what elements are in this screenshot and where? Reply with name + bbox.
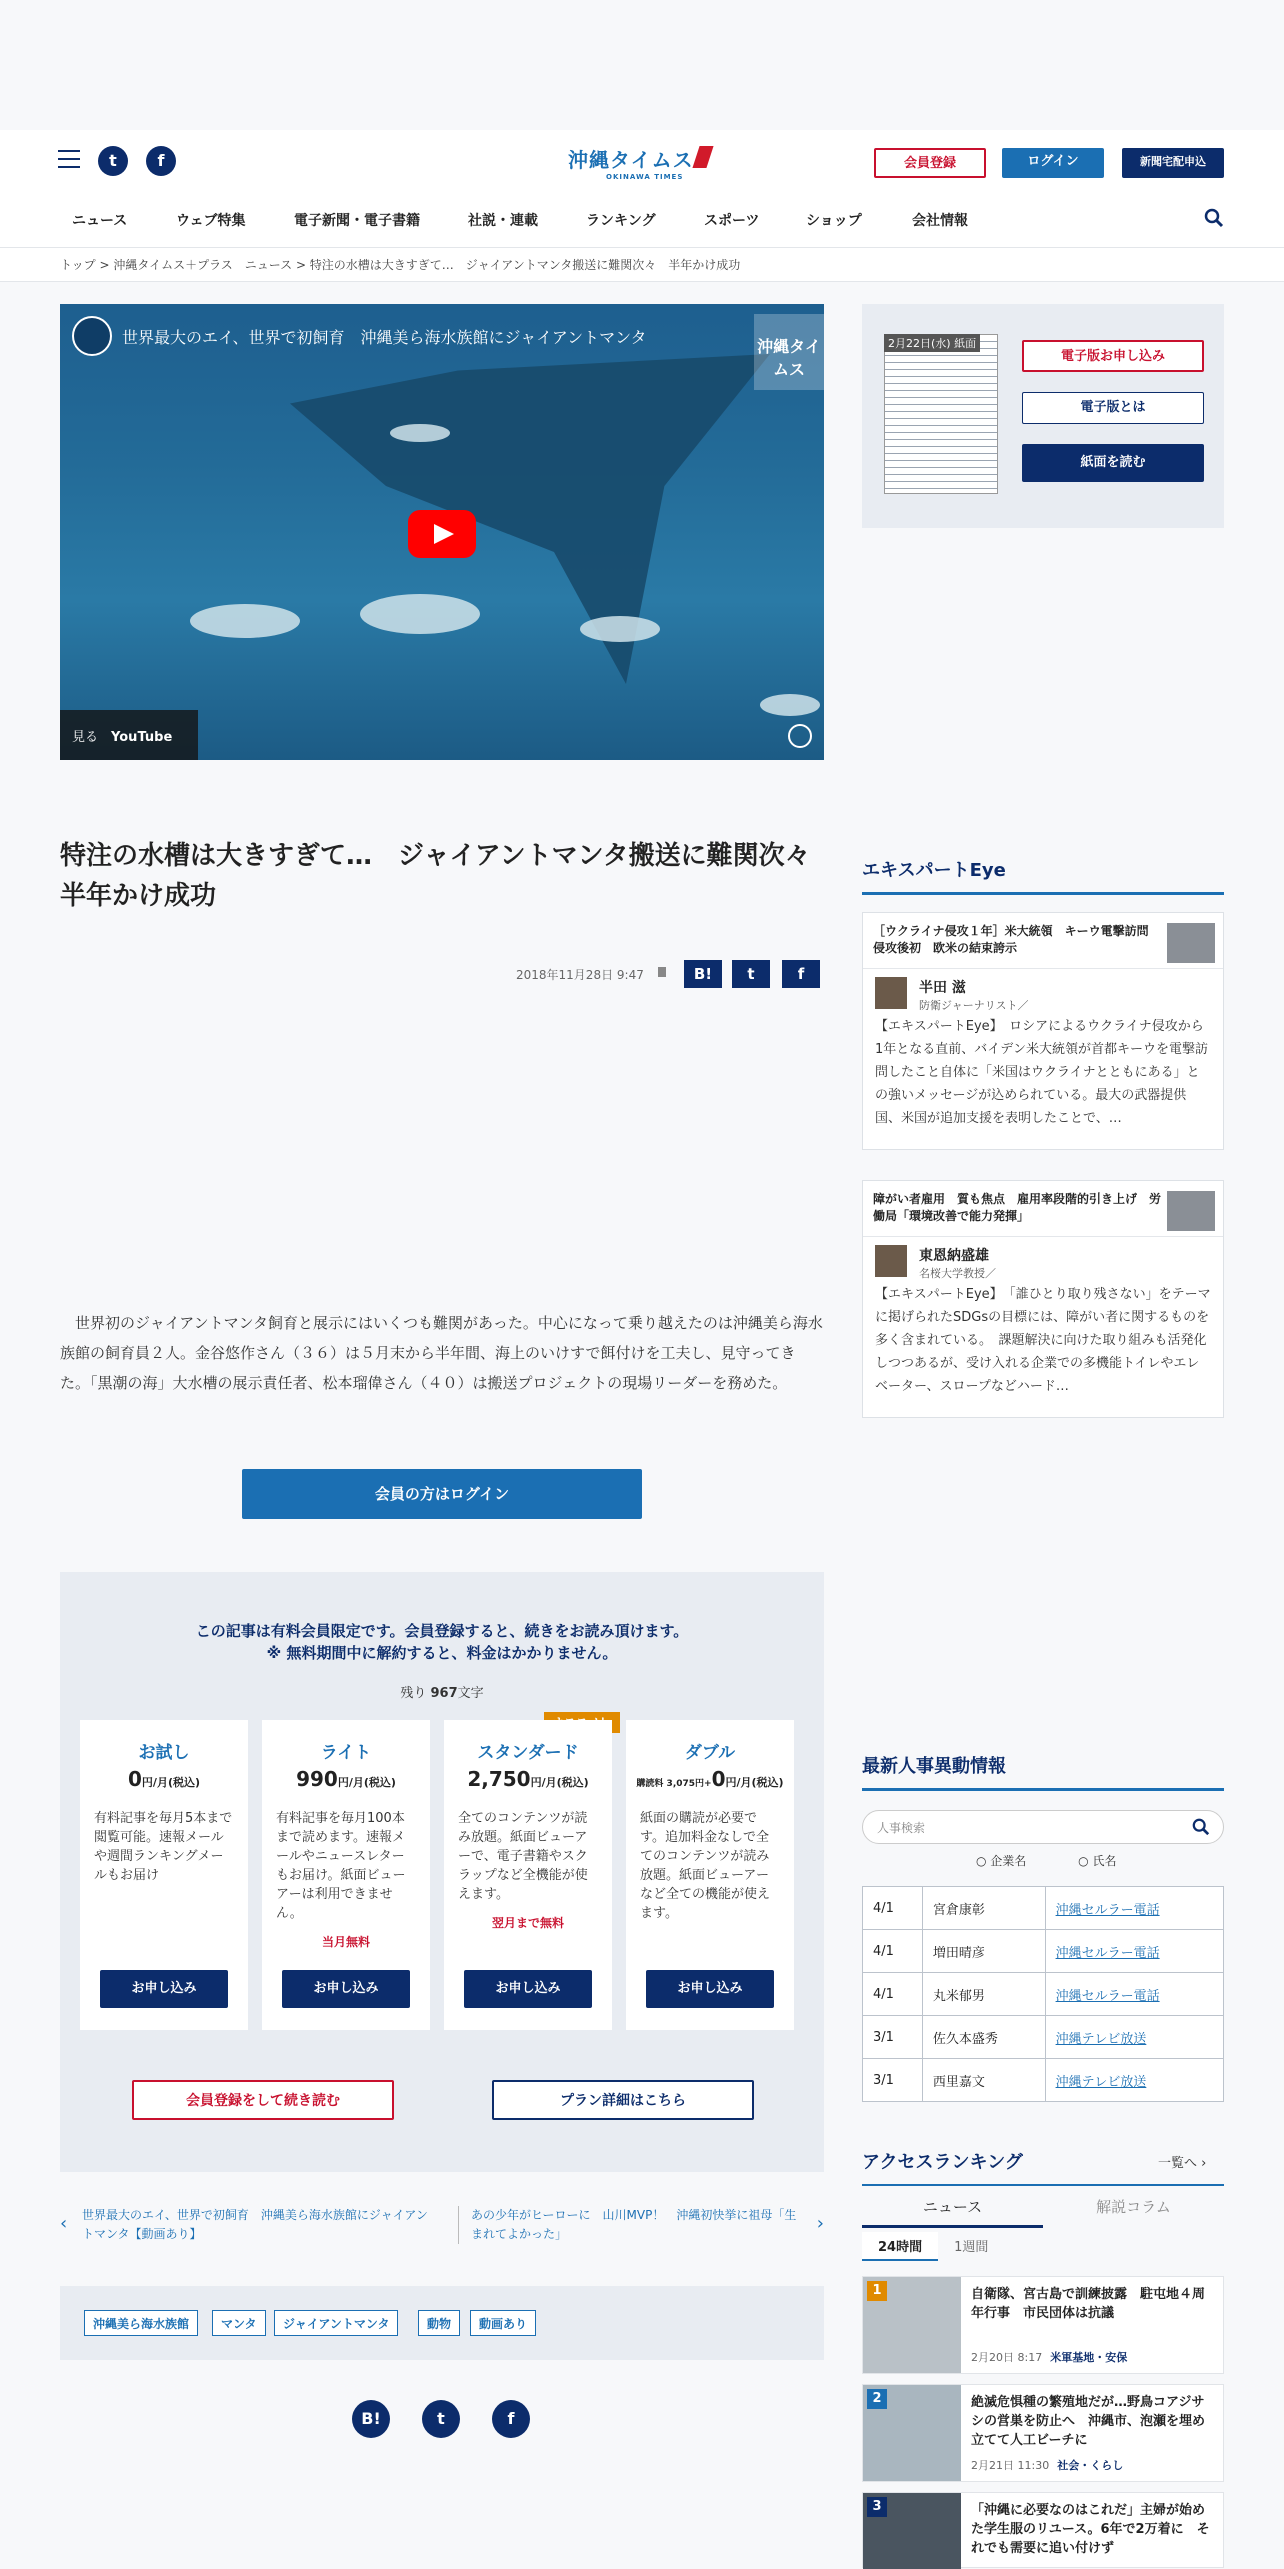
watch-on-youtube-button[interactable]: 見る YouTube (60, 710, 198, 760)
expert-card[interactable]: 障がい者雇用 質も焦点 雇用率段階的引き上げ 労働局「環境改善で能力発揮」 東恩納盛雄 名桜大学教授／ 【エキスパートEye】 「誰ひとり取り残さない」をテーマに掲げられたSDGsの目標には、障がい者に関するものを多く含まれている。 課題解決に向けた取り組みも活発化しつつあるが、受け入れる企業での多機能トイレやエレベーター、スロープなどハード… (862, 1180, 1224, 1418)
table-row: 3/1 佐久本盛秀 沖縄テレビ放送 (863, 2016, 1224, 2059)
facebook-share-button[interactable]: f (782, 960, 820, 988)
hatena-icon[interactable]: B! (352, 2400, 390, 2438)
article-date: 2018年11月28日 9:47 (516, 968, 644, 982)
plan-apply-button[interactable]: お申し込み (100, 1970, 228, 2008)
tab-news[interactable]: ニュース (862, 2196, 1043, 2228)
article-thumbnail (1167, 1191, 1215, 1231)
tag-list (60, 2286, 824, 2360)
epaper-date: 2月22日(水) 紙面 (884, 334, 980, 352)
prev-next-nav (60, 2206, 824, 2254)
ranking-item[interactable]: 3 「沖縄に必要なのはこれだ」主婦が始めた学生服のリユース。6年で2万着に それでも需要に追い付けず (862, 2492, 1224, 2568)
hatena-share-button[interactable]: B! (684, 960, 722, 988)
twitter-share-button[interactable]: t (732, 960, 770, 988)
tag-item[interactable]: マンタ (212, 2310, 266, 2336)
site-logo[interactable]: 沖縄タイムス OKINAWA TIMES (568, 144, 718, 180)
nav-web-feature[interactable]: ウェブ特集 (176, 213, 246, 229)
tag-item[interactable]: 沖縄美ら海水族館 (84, 2310, 198, 2336)
fish-shape (190, 604, 300, 638)
fish-shape (360, 594, 480, 634)
table-row: 4/1 宮倉康彰 沖縄セルラー電話 (863, 1887, 1224, 1930)
epaper-box (862, 304, 1224, 528)
plan-apply-button[interactable]: お申し込み (464, 1970, 592, 2008)
channel-avatar (72, 316, 112, 356)
author-avatar (875, 977, 907, 1009)
radio-name[interactable]: ○ 氏名 (1078, 1854, 1117, 1868)
facebook-icon[interactable]: f (146, 146, 176, 176)
ranking-heading: アクセスランキング (862, 2148, 1224, 2186)
breadcrumb[interactable]: トップ > 沖縄タイムス＋プラス ニュース > 特注の水槽は大きすぎて… ジャイアントマンタ搬送に難関次々 半年かけ成功 (0, 248, 1284, 282)
play-button-icon[interactable] (408, 510, 476, 558)
nav-company[interactable]: 会社情報 (912, 213, 968, 229)
chevron-right-icon[interactable]: › (816, 2213, 824, 2234)
table-row: 3/1 西里嘉文 沖縄テレビ放送 (863, 2059, 1224, 2102)
search-icon[interactable] (1192, 1818, 1210, 1836)
register-continue-button[interactable]: 会員登録をして続き読む (132, 2080, 394, 2120)
article-meta (480, 958, 824, 988)
tab-column[interactable]: 解説コラム (1096, 2198, 1171, 2216)
period-tabs (862, 2232, 1004, 2261)
read-paper-button[interactable]: 紙面を読む (1022, 444, 1204, 482)
twitter-icon[interactable]: t (98, 146, 128, 176)
video-player[interactable] (60, 304, 824, 760)
member-login-button[interactable]: 会員の方はログイン (242, 1469, 642, 1519)
nav-editorial[interactable]: 社説・連載 (468, 213, 538, 229)
zoom-icon[interactable] (788, 724, 812, 748)
lock-icon (658, 967, 666, 977)
nav-ranking[interactable]: ランキング (586, 213, 656, 229)
paywall-message: この記事は有料会員限定です。会員登録すると、続きをお読み頂けます。 ※ 無料期間中に解約すると、料金はかかりません。 (195, 1622, 689, 1662)
video-title-bar (72, 316, 646, 356)
channel-logo: 沖縄タイムス (754, 314, 824, 390)
hamburger-menu-icon[interactable] (58, 150, 80, 168)
expert-eye-heading: エキスパートEye (862, 856, 1224, 895)
fish-shape (760, 694, 820, 716)
plan-apply-button[interactable]: お申し込み (282, 1970, 410, 2008)
plan-card-double: ダブル 購読料 3,075円+0円/月(税込) 紙面の購読が必要です。追加料金なしで全てのコンテンツが読み放題。紙面ビューアーなど全ての機能が使えます。 お申し込み (626, 1720, 794, 2030)
personnel-table (862, 1886, 1224, 2102)
radio-company[interactable]: ○ 企業名 (976, 1854, 1027, 1868)
article-thumbnail (1167, 923, 1215, 963)
twitter-icon[interactable]: t (422, 2400, 460, 2438)
ranking-item[interactable]: 1 自衛隊、宮古島で訓練披露 駐屯地４周年行事 市民団体は抗議 2月20日 8:17 米軍基地・安保 (862, 2276, 1224, 2374)
prev-article-link[interactable]: 世界最大のエイ、世界で初飼育 沖縄美ら海水族館にジャイアントマンタ【動画あり】 (82, 2208, 428, 2241)
login-button[interactable]: ログイン (1002, 148, 1104, 178)
tab-1week[interactable]: 1週間 (954, 2240, 989, 2255)
personnel-heading: 最新人事異動情報 (862, 1752, 1224, 1791)
newspaper-subscribe-button[interactable]: 新聞宅配申込 (1122, 148, 1224, 178)
next-article-link[interactable]: あの少年がヒーローに 山川MVP！ 沖縄初快挙に祖母「生まれてよかった」 (458, 2206, 798, 2244)
ranking-tabs (862, 2190, 1224, 2224)
expert-card[interactable]: ［ウクライナ侵攻１年］米大統領 キーウ電撃訪問 侵攻後初 欧米の結束誇示 半田 滋 防衛ジャーナリスト／ 【エキスパートEye】 ロシアによるウクライナ侵攻から1年となる直前、バイデン米大統領が首都キーウを電撃訪問したこと自体に「米国はウクライナとともにある」との強いメッセージが込められている。最大の武器提供国、米国が追加支援を表明したことで、… (862, 912, 1224, 1150)
ranking-item[interactable]: 2 絶滅危惧種の繁殖地だが…野鳥コアジサシの営巣を防止へ 沖縄市、泡瀬を埋め立てて人工ビーチに 2月21日 11:30 社会・くらし (862, 2384, 1224, 2482)
top-ad-space (0, 0, 1284, 130)
article-title: 特注の水槽は大きすぎて… ジャイアントマンタ搬送に難関次々 半年かけ成功 (60, 841, 837, 911)
site-header (0, 130, 1284, 198)
plan-details-button[interactable]: プラン詳細はこちら (492, 2080, 754, 2120)
nav-e-paper[interactable]: 電子新聞・電子書籍 (294, 213, 420, 229)
fish-shape (580, 616, 660, 642)
facebook-icon[interactable]: f (492, 2400, 530, 2438)
tab-24h[interactable]: 24時間 (862, 2232, 938, 2261)
nav-shop[interactable]: ショップ (806, 213, 862, 229)
chevron-left-icon[interactable]: ‹ (60, 2213, 68, 2234)
nav-sports[interactable]: スポーツ (704, 213, 760, 229)
table-row: 4/1 丸米郁男 沖縄セルラー電話 (863, 1973, 1224, 2016)
tag-item[interactable]: ジャイアントマンタ (274, 2310, 398, 2336)
plan-card-light: ライト 990円/月(税込) 有料記事を毎月100本まで読めます。速報メールやニュースレターもお届け。紙面ビューアーは利用できません。 当月無料 お申し込み (262, 1720, 430, 2030)
tag-item[interactable]: 動物 (418, 2310, 460, 2336)
ranking-more-link[interactable]: 一覧へ › (1158, 2156, 1207, 2171)
video-title: 世界最大のエイ、世界で初飼育 沖縄美ら海水族館にジャイアントマンタ (122, 327, 647, 347)
register-button[interactable]: 会員登録 (874, 148, 986, 178)
paywall-box (60, 1572, 824, 2172)
epaper-about-button[interactable]: 電子版とは (1022, 392, 1204, 424)
plan-card-trial: お試し 0円/月(税込) 有料記事を毎月5本まで閲覧可能。速報メールや週間ランキングメールもお届け お申し込み (80, 1720, 248, 2030)
search-icon[interactable] (1204, 208, 1224, 228)
newspaper-thumbnail[interactable] (884, 334, 998, 494)
epaper-apply-button[interactable]: 電子版お申し込み (1022, 340, 1204, 372)
article-body: 世界初のジャイアントマンタ飼育と展示にはいくつも難関があった。中心になって乗り越えたのは沖縄美ら海水族館の飼育員２人。金谷悠作さん（３６）は５月末から半年間、海上のいけすで餌付けを工夫し、見守ってきた。「黒潮の海」大水槽の展示責任者、松本瑠偉さん（４０）は搬送プロジェクトの現場リーダーを務めた。 (60, 1314, 823, 1392)
main-nav (0, 198, 1284, 248)
personnel-search-input[interactable]: 人事検索 (862, 1810, 1224, 1844)
remaining-chars: 残り 967文字 (400, 1686, 484, 1701)
plan-card-standard: スタンダード 2,750円/月(税込) 全てのコンテンツが読み放題。紙面ビューアーで、電子書籍やスクラップなど全機能が使えます。 翌月まで無料 お申し込み (444, 1720, 612, 2030)
search-type-radios (976, 1852, 1164, 1869)
table-row: 4/1 増田晴彦 沖縄セルラー電話 (863, 1930, 1224, 1973)
fish-shape (390, 424, 450, 442)
author-avatar (875, 1245, 907, 1277)
nav-news[interactable]: ニュース (72, 213, 128, 229)
plan-apply-button[interactable]: お申し込み (646, 1970, 774, 2008)
manta-shape (290, 354, 770, 684)
tag-item[interactable]: 動画あり (470, 2310, 536, 2336)
